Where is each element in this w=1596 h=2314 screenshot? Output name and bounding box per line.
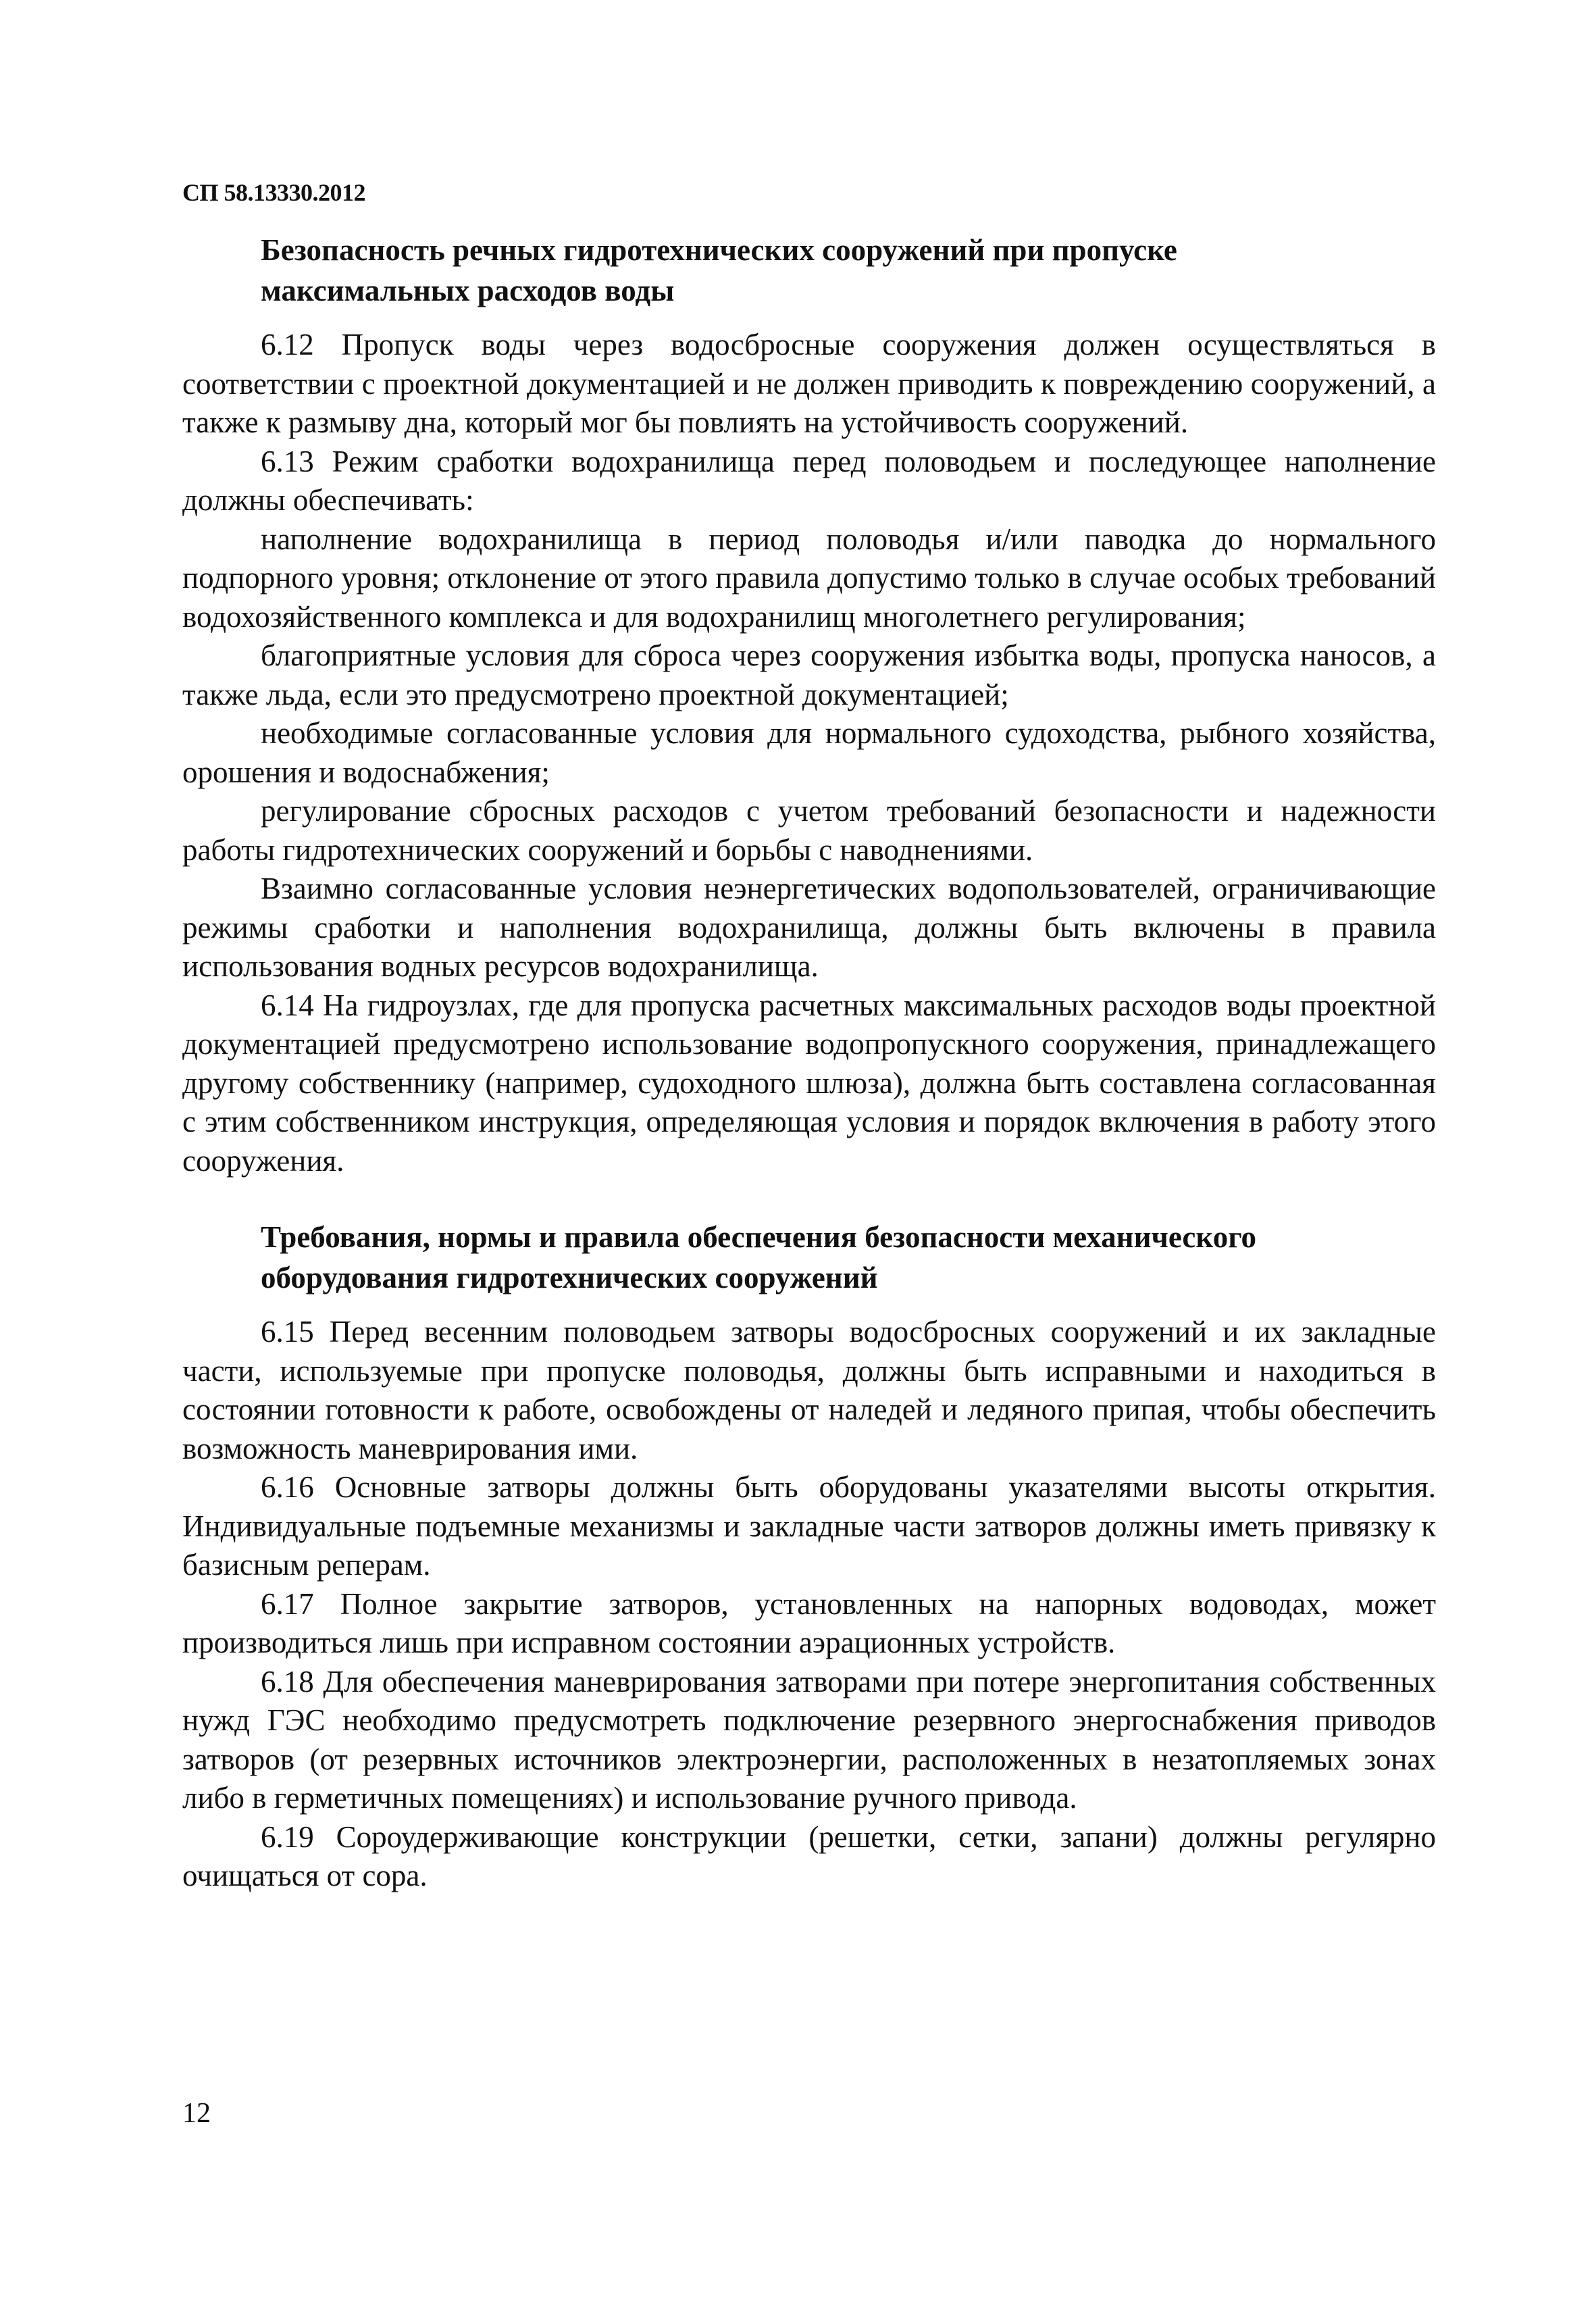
paragraph-6-16: 6.16 Основные затворы должны быть оборудованы указателями высоты открытия. Индивидуальные подъемные механизмы и закладные части затворов должны иметь привязку к базисным реперам. xyxy=(182,1470,1436,1582)
page-number: 12 xyxy=(182,2098,211,2129)
paragraph-6-12: 6.12 Пропуск воды через водосбросные сооружения должен осуществляться в соответствии с проектной документацией и не должен приводить к повреждению сооружений, а также к размыву дна, который мог бы повлиять на устойчивость сооружений. xyxy=(182,328,1436,439)
paragraph-6-17: 6.17 Полное закрытие затворов, установленных на напорных водоводах, может производиться лишь при исправном состоянии аэрационных устройств. xyxy=(182,1586,1436,1659)
paragraph-6-14: 6.14 На гидроузлах, где для пропуска расчетных максимальных расходов воды проектной документацией предусмотрено использование водопропускного сооружения, принадлежащего другому собственнику (например, судоходного шлюза), должна быть составлена согласованная с этим собственником инструкция, определяющая условия и порядок включения в работу этого сооружения. xyxy=(182,988,1436,1178)
heading-line: Требования, нормы и правила обеспечения безопасности механического xyxy=(261,1220,1257,1254)
list-item-navigation: необходимые согласованные условия для нормального судоходства, рыбного хозяйства, орошения и водоснабжения; xyxy=(182,716,1436,789)
paragraph-water-users: Взаимно согласованные условия неэнергетических водопользователей, ограничивающие режимы сработки и наполнения водохранилища, должны быть включены в правила использования водных ресурсов водохранилища. xyxy=(182,872,1436,983)
section-heading-mechanical-equipment xyxy=(182,1217,1436,1298)
page-content xyxy=(182,230,1436,1896)
paragraph-6-13: 6.13 Режим сработки водохранилища перед половодьем и последующее наполнение должны обеспечивать: xyxy=(182,444,1436,517)
paragraph-6-15: 6.15 Перед весенним половодьем затворы водосбросных сооружений и их закладные части, используемые при пропуске половодья, должны быть исправными и находиться в состоянии готовности к работе, освобождены от наледей и ледяного припая, чтобы обеспечить возможность маневрирования ими. xyxy=(182,1315,1436,1465)
list-item-discharge: благоприятные условия для сброса через сооружения избытка воды, пропуска наносов, а также льда, если это предусмотрено проектной документацией; xyxy=(182,638,1436,711)
section-heading-flood-safety xyxy=(182,230,1436,311)
heading-line: оборудования гидротехнических сооружений xyxy=(261,1261,878,1294)
heading-line: Безопасность речных гидротехнических сооружений при пропуске xyxy=(261,233,1177,267)
paragraph-6-19: 6.19 Сороудерживающие конструкции (решетки, сетки, запани) должны регулярно очищаться от сора. xyxy=(182,1819,1436,1892)
document-code: СП 58.13330.2012 xyxy=(182,179,365,206)
heading-line: максимальных расходов воды xyxy=(261,274,675,307)
list-item-filling: наполнение водохранилища в период половодья и/или паводка до нормального подпорного уровня; отклонение от этого правила допустимо только в случае особых требований водохозяйственного комплекса и для водохранилищ многолетнего регулирования; xyxy=(182,522,1436,634)
list-item-regulation: регулирование сбросных расходов с учетом требований безопасности и надежности работы гидротехнических сооружений и борьбы с наводнениями. xyxy=(182,794,1436,867)
paragraph-6-18: 6.18 Для обеспечения маневрирования затворами при потере энергопитания собственных нужд ГЭС необходимо предусмотреть подключение резервного энергоснабжения приводов затворов (от резервных источников электроэнергии, расположенных в незатопляемых зонах либо в герметичных помещениях) и использование ручного привода. xyxy=(182,1664,1436,1815)
